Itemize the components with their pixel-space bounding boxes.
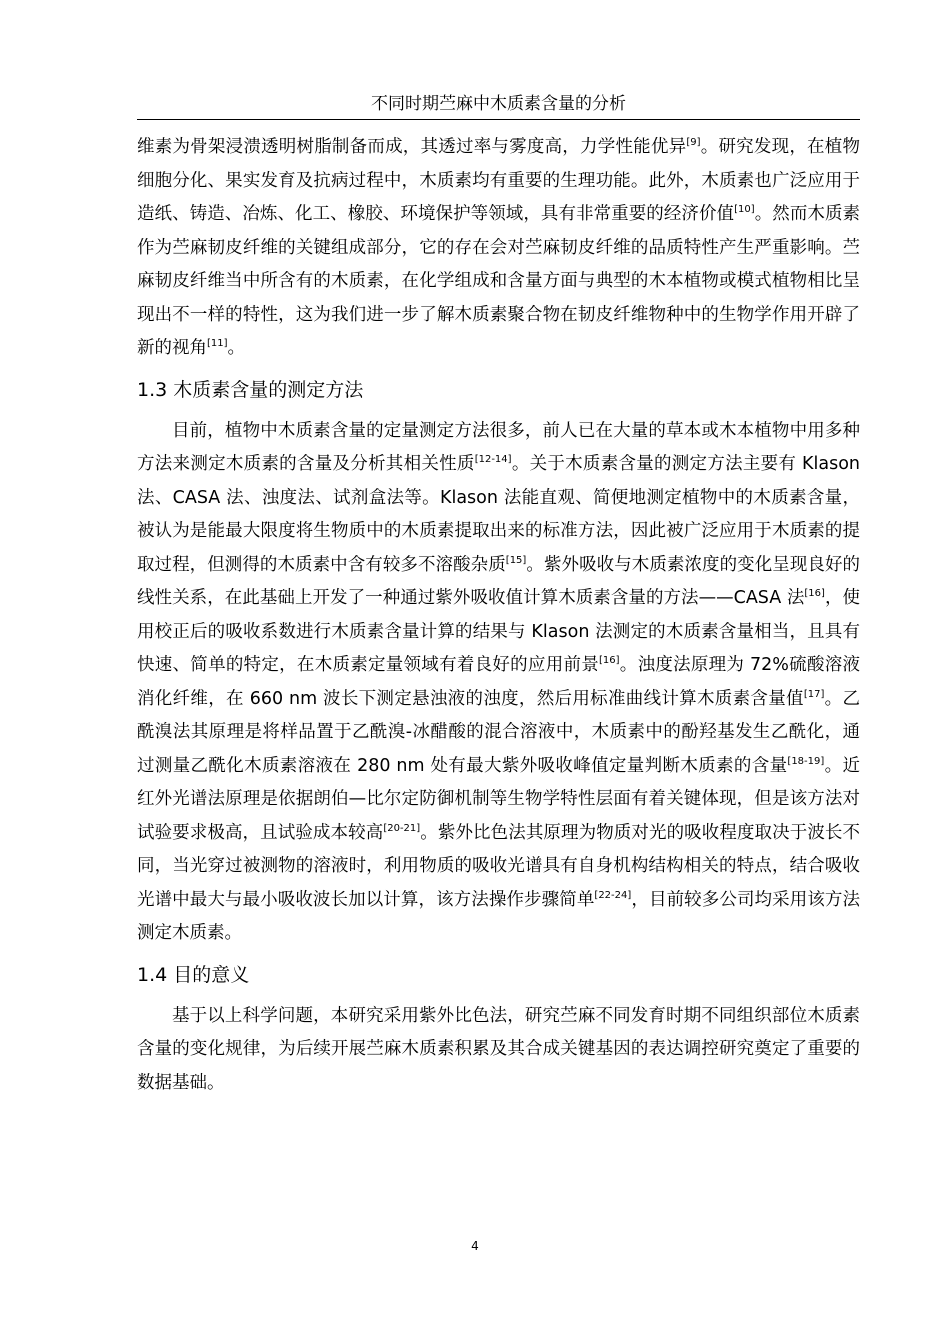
text-run: 。关于木质素含量的测定方法主要有 Klason 法、CASA 法、浊度法、试剂盒法等。Klason 法能直观、简便地测定植物中的木质素含量，被认为是能最大限度将生物质中的木质素提取出来的标准方法，因此被广泛应用于木质素的提取过程，但测得的木质素中含有较多不溶酸杂质 xyxy=(137,454,861,575)
text-run: ，目前较多公司均采用该方法测定木质素。 xyxy=(137,889,861,943)
paragraph-cellulose-lignin-intro xyxy=(137,131,860,366)
text-run: 。研究发现，在植物细胞分化、果实发育及抗病过程中，木质素均有重要的生理功能。此外，木质素也广泛应用于造纸、铸造、冶炼、化工、橡胶、环境保护等领域，具有非常重要的经济价值 xyxy=(137,137,861,224)
text-run: 。近红外光谱法原理是依据朗伯—比尔定防御机制等生物学特性层面有着关键体现，但是该方法对试验要求极高，且试验成本较高 xyxy=(137,755,860,843)
text-run: 。紫外吸收与木质素浓度的变化呈现良好的线性关系，在此基础上开发了一种通过紫外吸收值计算木质素含量的方法——CASA 法 xyxy=(137,554,860,608)
page-number: 4 xyxy=(471,1239,479,1253)
text-run: 目前，植物中木质素含量的定量测定方法很多，前人已在大量的草本或木本植物中用多种方法来测定木质素的含量及分析其相关性质 xyxy=(137,420,860,474)
citation: [12-14] xyxy=(474,454,512,465)
citation: [17] xyxy=(803,688,825,700)
citation: [18-19] xyxy=(787,755,825,767)
section-heading-1-3: 1.3 木质素含量的测定方法 xyxy=(137,378,364,401)
text-run: 。然而木质素作为苎麻韧皮纤维的关键组成部分，它的存在会对苎麻韧皮纤维的品质特性产生严重影响。苎麻韧皮纤维当中所含有的木质素，在化学组成和含量方面与典型的木本植物或模式植物相比呈现出不一样的特性，这为我们进一步了解木质素聚合物在韧皮纤维物种中的生物学作用开辟了新的视角 xyxy=(137,204,861,358)
paragraph-measurement-methods xyxy=(137,415,860,951)
header-rule xyxy=(137,119,860,120)
citation: [22-24] xyxy=(594,889,632,901)
citation: [11] xyxy=(207,338,228,349)
text-run: ，使用校正后的吸收系数进行木质素含量计算的结果与 Klason 法测定的木质素含量相当，且具有快速、简单的特定，在木质素定量领域有着良好的应用前景 xyxy=(137,588,861,675)
citation: [9] xyxy=(686,137,701,148)
section-heading-1-4: 1.4 目的意义 xyxy=(137,963,250,986)
text-run: 。浊度法原理为 72%硫酸溶液消化纤维，在 660 nm 波长下测定悬浊液的浊度，然后用标准曲线计算木质素含量值 xyxy=(137,655,860,709)
paragraph-purpose xyxy=(137,1000,860,1101)
text-run: 维素为骨架浸溃透明树脂制备而成，其透过率与雾度高，力学性能优异 xyxy=(137,137,687,157)
text-run: 基于以上科学问题，本研究采用紫外比色法，研究苎麻不同发育时期不同组织部位木质素含量的变化规律，为后续开展苎麻木质素积累及其合成关键基因的表达调控研究奠定了重要的数据基础。 xyxy=(137,1005,860,1093)
citation: [10] xyxy=(734,204,755,215)
citation: [15] xyxy=(505,554,527,566)
citation: [16] xyxy=(804,588,825,599)
running-header: 不同时期苎麻中木质素含量的分析 xyxy=(371,94,626,114)
body-text xyxy=(137,131,860,1100)
citation: [16] xyxy=(599,655,620,666)
text-run: 。乙酰溴法其原理是将样品置于乙酰溴-冰醋酸的混合溶液中，木质素中的酚羟基发生乙酰化，通过测量乙酰化木质素溶液在 280 nm 处有最大紫外吸收峰值定量判断木质素的含量 xyxy=(137,688,860,776)
text-run: 。 xyxy=(227,338,246,358)
citation: [20-21] xyxy=(383,822,421,834)
text-run: 。紫外比色法其原理为物质对光的吸收程度取决于波长不同，当光穿过被测物的溶液时，利用物质的吸收光谱具有自身机构结构相关的特点，结合吸收光谱中最大与最小吸收波长加以计算，该方法操作步骤简单 xyxy=(137,822,861,910)
